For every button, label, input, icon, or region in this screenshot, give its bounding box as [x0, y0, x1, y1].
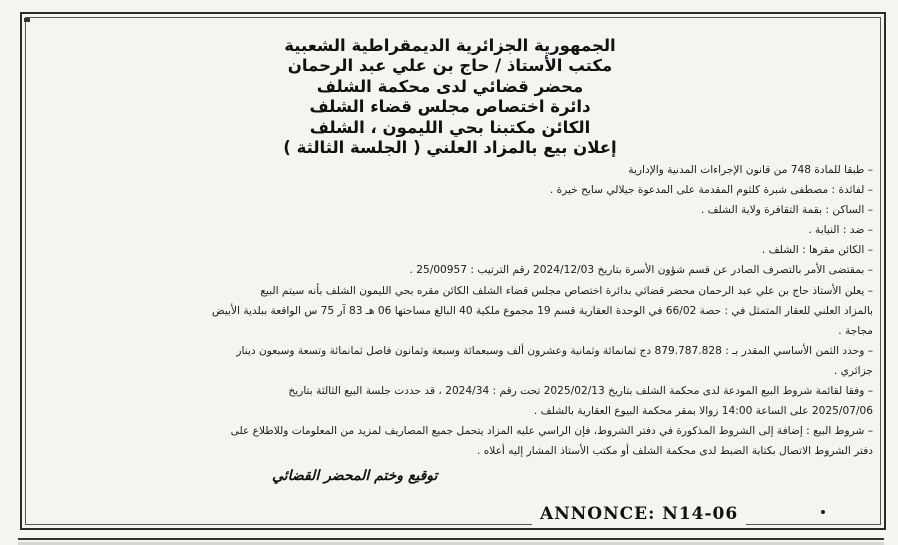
- body-line: بالمزاد العلني للعقار المتمثل في : حصة 66/02 في الوحدة العقارية قسم 19 مجموع ملكية 40 البالغ مساحتها 06 هـ 83 آر 75 س الواقعة ببلدية الأبيض: [211, 304, 873, 317]
- header-bailiff: محضر قضائي لدى محكمة الشلف: [316, 76, 584, 96]
- bottom-rule: [18, 538, 884, 540]
- announce-number: ANNONCE: N14-06: [540, 504, 739, 524]
- body-line: – وفقا لقائمة شروط البيع المودعة لدى محكمة الشلف بتاريخ 2025/02/13 تحت رقم : 2024/34 ، قد حددت جلسة البيع الثالثة بتاريخ: [288, 385, 873, 398]
- body-line: – شروط البيع : إضافة إلى الشروط المذكورة في دفتر الشروط، فإن الراسي عليه المزاد يتحمل جميع المصاريف لمزيد من المعلومات وللاطلاع على: [230, 425, 873, 438]
- header-title: إعلان بيع بالمزاد العلني ( الجلسة الثالثة ): [283, 138, 617, 158]
- corner-mark: [24, 18, 30, 22]
- body-line: – ضد : النيابة .: [808, 224, 873, 237]
- body-line: – الساكن : بقمة التقافرة ولاية الشلف .: [700, 204, 873, 217]
- header-office: مكتب الأستاذ / حاج بن علي عبد الرحمان: [287, 56, 613, 76]
- announce-box: [532, 500, 746, 528]
- body-line: – بمقتضى الأمر بالتصرف الصادر عن قسم شؤون الأسرة بتاريخ 2024/12/03 رقم الترتيب : 25/00957 .: [409, 264, 873, 277]
- announcement-header: [150, 36, 750, 158]
- dot-mark: [821, 510, 825, 514]
- announcement-body: [28, 160, 873, 461]
- body-line: – يعلن الأستاذ حاج بن علي عبد الرحمان محضر قضائي بدائرة اختصاص مجلس قضاء الشلف الكائن مقره بحي الليمون الشلف بأنه سيتم البيع: [260, 284, 873, 297]
- header-republic: الجمهورية الجزائرية الديمقراطية الشعبية: [284, 36, 616, 55]
- body-line: – الكائن مقرها : الشلف .: [761, 244, 873, 257]
- body-line: مجاجة .: [838, 324, 873, 337]
- header-jurisdiction: دائرة اختصاص مجلس قضاء الشلف: [309, 97, 591, 117]
- body-line: – لفائدة : مصطفى شبرة كلثوم المقدمة على المدعوة جيلالي سايح خيرة .: [549, 184, 873, 197]
- body-line: 2025/07/06 على الساعة 14:00 زوالا بمقر محكمة البيوع العقارية بالشلف .: [533, 405, 873, 418]
- header-address: الكائن مكتبنا بحي الليمون ، الشلف: [309, 117, 591, 137]
- signature-label: توقيع وختم المحضر القضائي: [272, 468, 438, 484]
- body-line: – طبقا للمادة 748 من قانون الإجراءات المدنية والإدارية: [628, 164, 873, 176]
- body-line: – وحدد الثمن الأساسي المقدر بـ : 879.787.828 دج ثمانمائة وثمانية وعشرون ألف وسبعمائة وسبعة وثمانون فاصل ثمانمائة وتسعة وسبعون دينار: [236, 344, 873, 357]
- body-line: جزائري .: [833, 364, 873, 377]
- body-line: دفتر الشروط الاتصال بكتابة الضبط لدى محكمة الشلف أو مكتب الأستاذ المشار إليه أعلاه .: [476, 445, 873, 458]
